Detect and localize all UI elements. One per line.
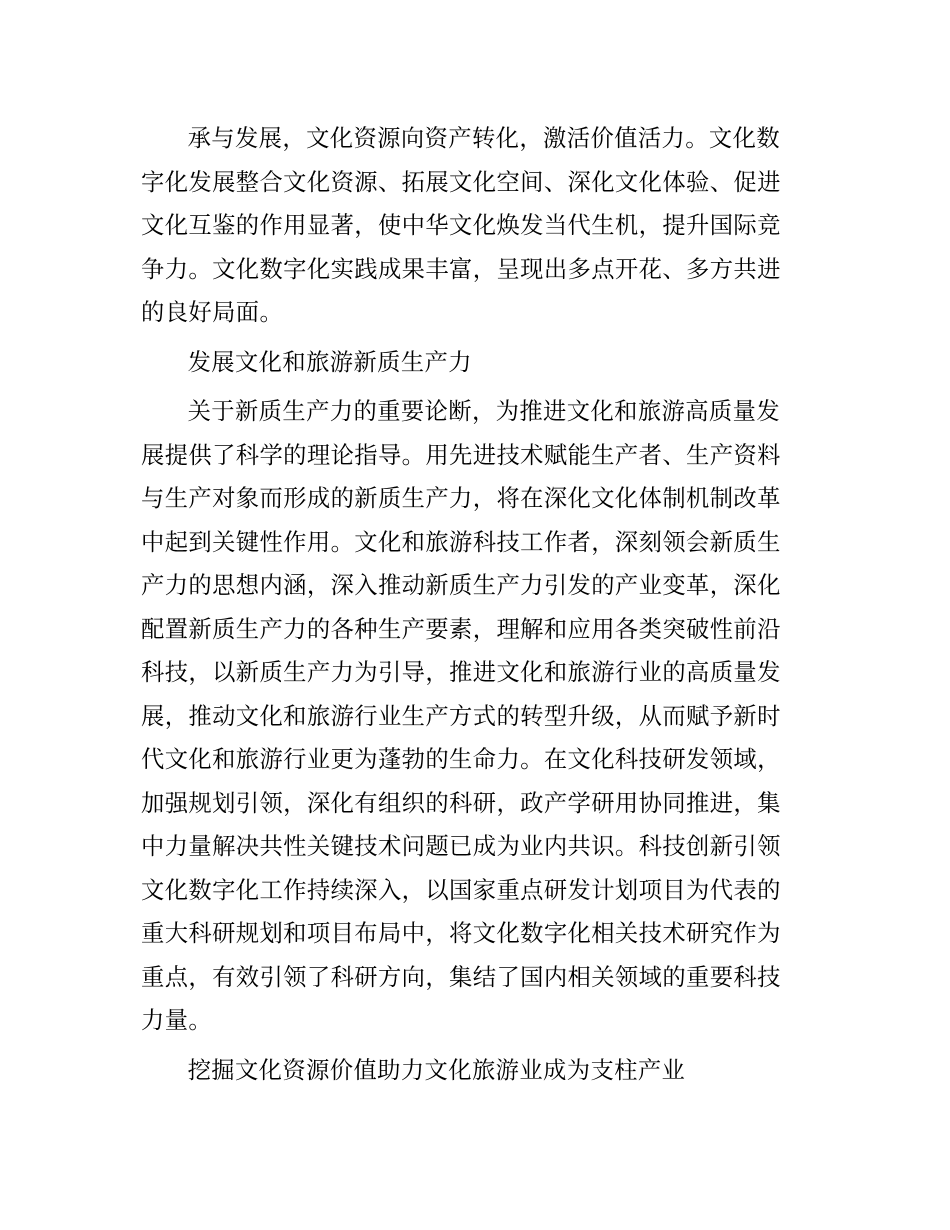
text-line: 展，推动文化和旅游行业生产方式的转型升级，从而赋予新时 bbox=[141, 702, 781, 730]
text-line: 加强规划引领，深化有组织的科研，政产学研用协同推进，集 bbox=[141, 789, 781, 817]
text-line: 关于新质生产力的重要论断，为推进文化和旅游高质量发 bbox=[187, 398, 781, 425]
text-line: 展提供了科学的理论指导。用先进技术赋能生产者、生产资料 bbox=[141, 441, 781, 469]
text-line: 的良好局面。 bbox=[141, 299, 284, 326]
text-line: 承与发展，文化资源向资产转化，激活价值活力。文化数 bbox=[187, 125, 781, 152]
paragraph-1 bbox=[141, 117, 813, 335]
text-line: 争力。文化数字化实践成果丰富，呈现出多点开花、多方共进 bbox=[141, 255, 781, 283]
text-line: 中起到关键性作用。文化和旅游科技工作者，深刻领会新质生 bbox=[141, 528, 781, 556]
document-page bbox=[141, 117, 813, 1092]
text-line: 文化互鉴的作用显著，使中华文化焕发当代生机，提升国际竞 bbox=[141, 212, 781, 239]
text-line: 产力的思想内涵，深入推动新质生产力引发的产业变革，深化 bbox=[141, 572, 781, 599]
text-line: 重点，有效引领了科研方向，集结了国内相关领域的重要科技 bbox=[141, 963, 781, 991]
text-line: 与生产对象而形成的新质生产力，将在深化文化体制机制改革 bbox=[141, 485, 781, 512]
text-line: 字化发展整合文化资源、拓展文化空间、深化文化体验、促进 bbox=[141, 168, 781, 196]
section-heading-2: 挖掘文化资源价值助力文化旅游业成为支柱产业 bbox=[187, 1056, 686, 1084]
text-line: 中力量解决共性关键技术问题已成为业内共识。科技创新引领 bbox=[141, 833, 781, 860]
text-line: 文化数字化工作持续深入，以国家重点研发计划项目为代表的 bbox=[141, 876, 781, 904]
text-line: 重大科研规划和项目布局中，将文化数字化相关技术研究作为 bbox=[141, 920, 781, 947]
text-line: 力量。 bbox=[141, 1007, 213, 1034]
paragraph-2 bbox=[141, 390, 813, 1043]
text-line: 代文化和旅游行业更为蓬勃的生命力。在文化科技研发领域， bbox=[141, 746, 781, 773]
section-heading-1: 发展文化和旅游新质生产力 bbox=[187, 348, 472, 376]
text-line: 配置新质生产力的各种生产要素，理解和应用各类突破性前沿 bbox=[141, 615, 781, 643]
text-line: 科技，以新质生产力为引导，推进文化和旅游行业的高质量发 bbox=[141, 659, 781, 686]
